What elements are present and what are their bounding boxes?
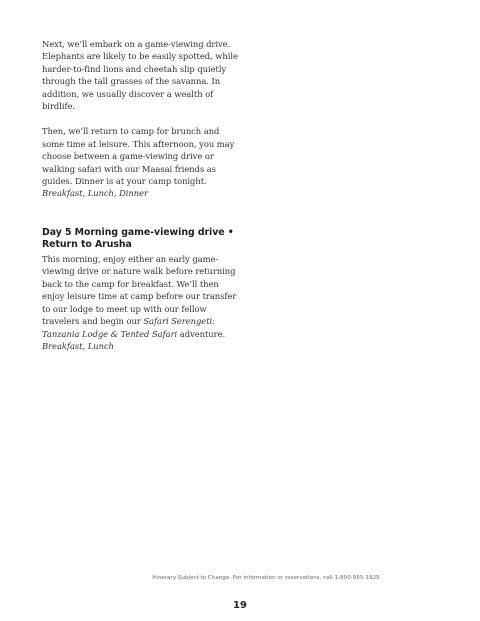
- footer-note: Itinerary Subject to Change. For information or reservations, call 1-800-955-1925: [152, 575, 380, 581]
- day5-body-after: adventure.: [177, 328, 226, 339]
- spacer: [42, 200, 242, 227]
- itinerary-content: [42, 38, 242, 352]
- day5-heading: Day 5 Morning game-viewing drive • Return to Arusha: [42, 226, 234, 251]
- day4-meals: Breakfast, Lunch, Dinner: [42, 188, 148, 199]
- day5-body-before: This morning, enjoy either an early game-viewing drive or nature walk before returning back to the camp for breakfast. We’ll then enjoy leisure time at camp before our transfer to our lodge to meet up with our fellow travelers and begin our: [42, 254, 237, 327]
- day5-meals: Breakfast, Lunch: [42, 340, 114, 351]
- page-number: 19: [233, 600, 247, 611]
- day4-paragraph-camp: Then, we’ll return to camp for brunch and some time at leisure. This afternoon, you may choose between a game-viewing drive or walking safari with our Maasai friends as guides. Dinner is at your camp tonight.: [42, 126, 235, 187]
- day5-paragraph: [42, 253, 242, 340]
- spacer: [42, 112, 242, 125]
- day4-paragraph-game-drive: Next, we’ll embark on a game-viewing drive. Elephants are likely to be easily spotted, while harder-to-find lions and cheetah slip quietly through the tall grasses of the savanna. In addition, we usually discover a wealth of birdlife.: [42, 39, 238, 112]
- day5-trip-name: Safari Serengeti: Tanzania Lodge & Tented Safari: [42, 316, 215, 339]
